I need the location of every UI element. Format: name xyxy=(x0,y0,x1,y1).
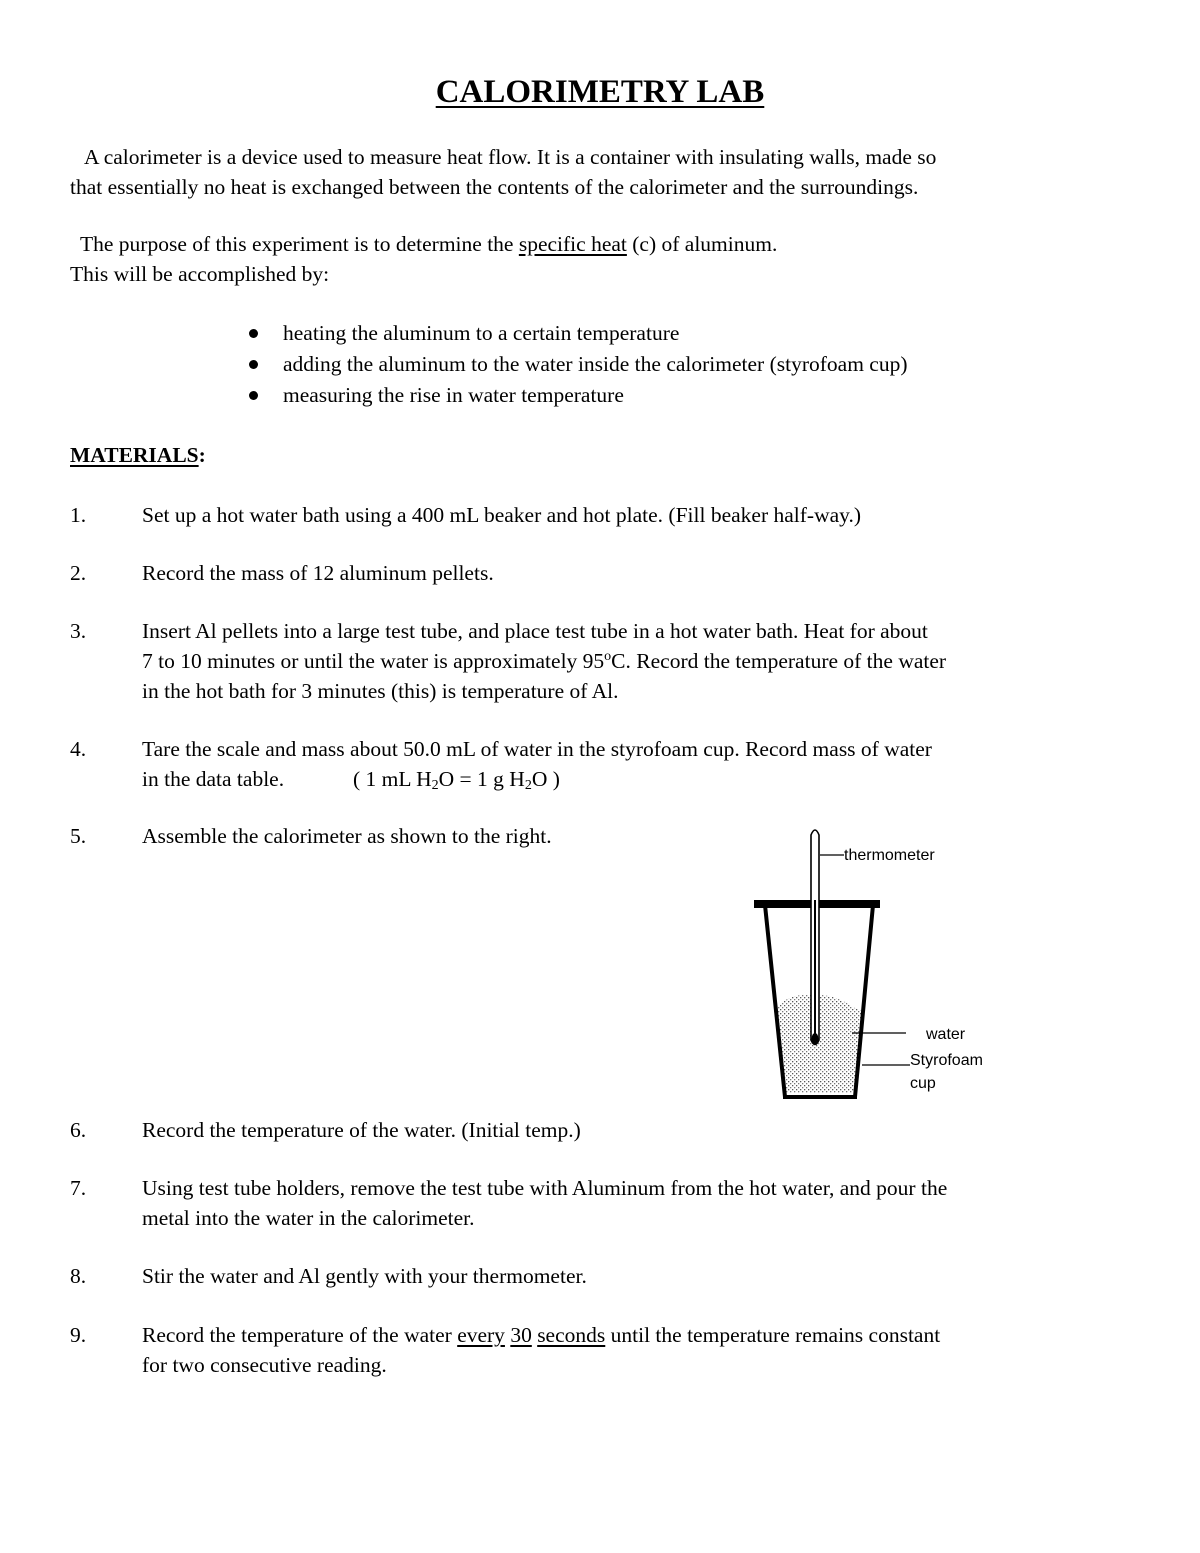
bullet-icon xyxy=(249,329,258,338)
step-3-line-2a: 7 to 10 minutes or until the water is approximately 95 xyxy=(142,649,605,673)
step-1-text: Set up a hot water bath using a 400 mL beaker and hot plate. (Fill beaker half-way.) xyxy=(142,503,862,527)
equation-part-3: O ) xyxy=(531,767,560,791)
step-6-number: 6. xyxy=(70,1118,87,1142)
intro-line-2: that essentially no heat is exchanged between the contents of the calorimeter and the surroundings. xyxy=(70,175,919,199)
materials-heading xyxy=(70,440,206,470)
step-9-line-2: for two consecutive reading. xyxy=(142,1353,387,1377)
step-5-text: Assemble the calorimeter as shown to the right. xyxy=(142,824,552,848)
thermometer-icon xyxy=(811,830,819,1045)
bullet-text: adding the aluminum to the water inside the calorimeter (styrofoam cup) xyxy=(283,352,908,376)
bullet-text: heating the aluminum to a certain temperature xyxy=(283,321,680,345)
materials-heading-colon: : xyxy=(198,443,206,467)
bullet-icon xyxy=(249,360,258,369)
step-4-line-2: in the data table. xyxy=(142,767,285,791)
step-7-line-1: Using test tube holders, remove the test tube with Aluminum from the hot water, and pour the xyxy=(142,1176,948,1200)
step-8-number: 8. xyxy=(70,1264,87,1288)
step-9-number: 9. xyxy=(70,1323,87,1347)
styrofoam-label: Styrofoam xyxy=(910,1052,983,1069)
step-7-number: 7. xyxy=(70,1176,87,1200)
bullet-text: measuring the rise in water temperature xyxy=(283,383,624,407)
calorimeter-diagram xyxy=(740,825,1010,1110)
step-9-line-1 xyxy=(142,1320,940,1350)
purpose-prefix: The purpose of this experiment is to determine the xyxy=(80,232,519,256)
bullet-icon xyxy=(249,391,258,400)
step-6-text: Record the temperature of the water. (Initial temp.) xyxy=(142,1118,581,1142)
subscript-2: 2 xyxy=(524,778,532,793)
procedure-bullets xyxy=(245,318,908,411)
water-label: water xyxy=(926,1026,966,1043)
step-2-text: Record the mass of 12 aluminum pellets. xyxy=(142,561,494,585)
step-9-suffix: until the temperature remains constant xyxy=(605,1323,941,1347)
step-2-number: 2. xyxy=(70,561,87,585)
step-9-thirty: 30 xyxy=(510,1323,532,1347)
step-3-line-2 xyxy=(142,646,946,676)
step-8-text: Stir the water and Al gently with your thermometer. xyxy=(142,1264,587,1288)
purpose-line-1 xyxy=(80,229,777,259)
step-3-line-1: Insert Al pellets into a large test tube, and place test tube in a hot water bath. Heat for about xyxy=(142,619,928,643)
step-4-number: 4. xyxy=(70,737,87,761)
degree-symbol: o xyxy=(604,649,612,664)
purpose-suffix: (c) of aluminum. xyxy=(626,232,778,256)
page-title: CALORIMETRY LAB xyxy=(435,74,765,110)
equation-part-1: ( 1 mL H xyxy=(353,767,432,791)
bullet-item xyxy=(245,318,908,349)
step-9-every: every xyxy=(457,1323,505,1347)
thermometer-label: thermometer xyxy=(844,847,935,864)
equation-part-2: O = 1 g H xyxy=(438,767,525,791)
step-3-line-3: in the hot bath for 3 minutes (this) is temperature of Al. xyxy=(142,679,619,703)
bullet-item xyxy=(245,349,908,380)
step-3-line-2b: C. Record the temperature of the water xyxy=(611,649,947,673)
subscript-2: 2 xyxy=(431,778,439,793)
step-7-line-2: metal into the water in the calorimeter. xyxy=(142,1206,475,1230)
step-9-prefix: Record the temperature of the water xyxy=(142,1323,458,1347)
step-3-number: 3. xyxy=(70,619,87,643)
step-9-seconds: seconds xyxy=(537,1323,606,1347)
step-5-number: 5. xyxy=(70,824,87,848)
materials-heading-text: MATERIALS xyxy=(70,443,199,467)
step-1-number: 1. xyxy=(70,503,87,527)
intro-line-1: A calorimeter is a device used to measure heat flow. It is a container with insulating walls, made so xyxy=(84,145,937,169)
specific-heat-term: specific heat xyxy=(518,232,627,256)
water-conversion-equation xyxy=(353,764,560,794)
step-4-line-1: Tare the scale and mass about 50.0 mL of water in the styrofoam cup. Record mass of water xyxy=(142,737,932,761)
cup-label: cup xyxy=(910,1075,936,1092)
purpose-line-2: This will be accomplished by: xyxy=(70,262,330,286)
bullet-item xyxy=(245,380,908,411)
